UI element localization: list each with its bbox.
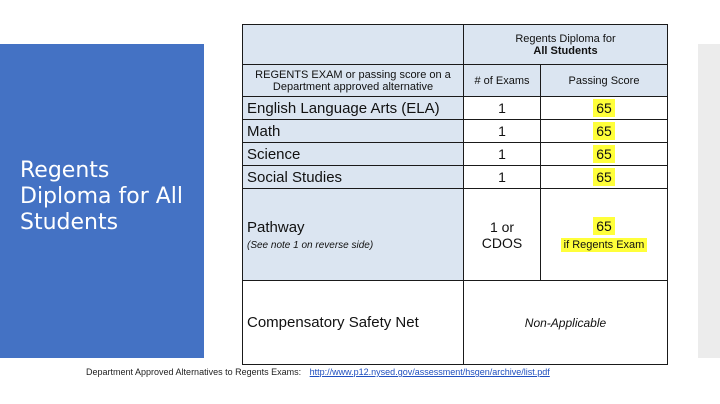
score-highlight: 65 bbox=[593, 122, 615, 140]
score-cell bbox=[541, 143, 668, 166]
header-blank-cell bbox=[243, 25, 464, 65]
subject-cell: Science bbox=[243, 143, 464, 166]
exam-count-cell: 1 bbox=[464, 143, 541, 166]
slide-title: Regents Diploma for All Students bbox=[20, 158, 184, 235]
exam-count-cell: 1 bbox=[464, 97, 541, 120]
subject-cell: English Language Arts (ELA) bbox=[243, 97, 464, 120]
pathway-row bbox=[243, 189, 668, 281]
score-cell bbox=[541, 97, 668, 120]
score-highlight: 65 bbox=[593, 145, 615, 163]
score-cell bbox=[541, 120, 668, 143]
pathway-score-cell bbox=[541, 189, 668, 281]
pathway-note: (See note 1 on reverse side) bbox=[247, 239, 374, 251]
pathway-cell bbox=[243, 189, 464, 281]
header-diploma-cell bbox=[464, 25, 668, 65]
subject-cell: Math bbox=[243, 120, 464, 143]
exam-count-cell: 1 bbox=[464, 120, 541, 143]
pathway-exams-cell bbox=[464, 189, 541, 281]
pathway-exams-line2: CDOS bbox=[481, 234, 523, 251]
header-passing-score-column: Passing Score bbox=[541, 65, 668, 97]
score-highlight: 65 bbox=[593, 168, 615, 186]
pathway-label: Pathway bbox=[247, 218, 305, 236]
header-diploma-line2: All Students bbox=[533, 44, 598, 57]
safety-net-label: Compensatory Safety Net bbox=[243, 281, 464, 365]
table-row bbox=[243, 143, 668, 166]
footer-note bbox=[86, 367, 550, 377]
header-diploma-line1: Regents Diploma for bbox=[515, 32, 616, 45]
table-row bbox=[243, 120, 668, 143]
exam-count-cell: 1 bbox=[464, 166, 541, 189]
next-slide-edge bbox=[698, 44, 720, 358]
header-exam-column: REGENTS EXAM or passing score on a Department approved alternative bbox=[243, 65, 464, 97]
table-row bbox=[243, 166, 668, 189]
diploma-requirements-table bbox=[242, 24, 668, 365]
pathway-score: 65 bbox=[593, 217, 615, 235]
footer-link[interactable]: http://www.p12.nysed.gov/assessment/hsgen/archive/list.pdf bbox=[309, 367, 550, 377]
safety-net-row bbox=[243, 281, 668, 365]
footer-text: Department Approved Alternatives to Regents Exams: bbox=[86, 367, 302, 377]
score-cell bbox=[541, 166, 668, 189]
header-exams-count-column: # of Exams bbox=[464, 65, 541, 97]
safety-net-value: Non-Applicable bbox=[464, 281, 668, 365]
subject-cell: Social Studies bbox=[243, 166, 464, 189]
table-row bbox=[243, 97, 668, 120]
pathway-exams-line1: 1 or bbox=[489, 218, 515, 235]
pathway-score-note: if Regents Exam bbox=[561, 238, 648, 252]
score-highlight: 65 bbox=[593, 99, 615, 117]
